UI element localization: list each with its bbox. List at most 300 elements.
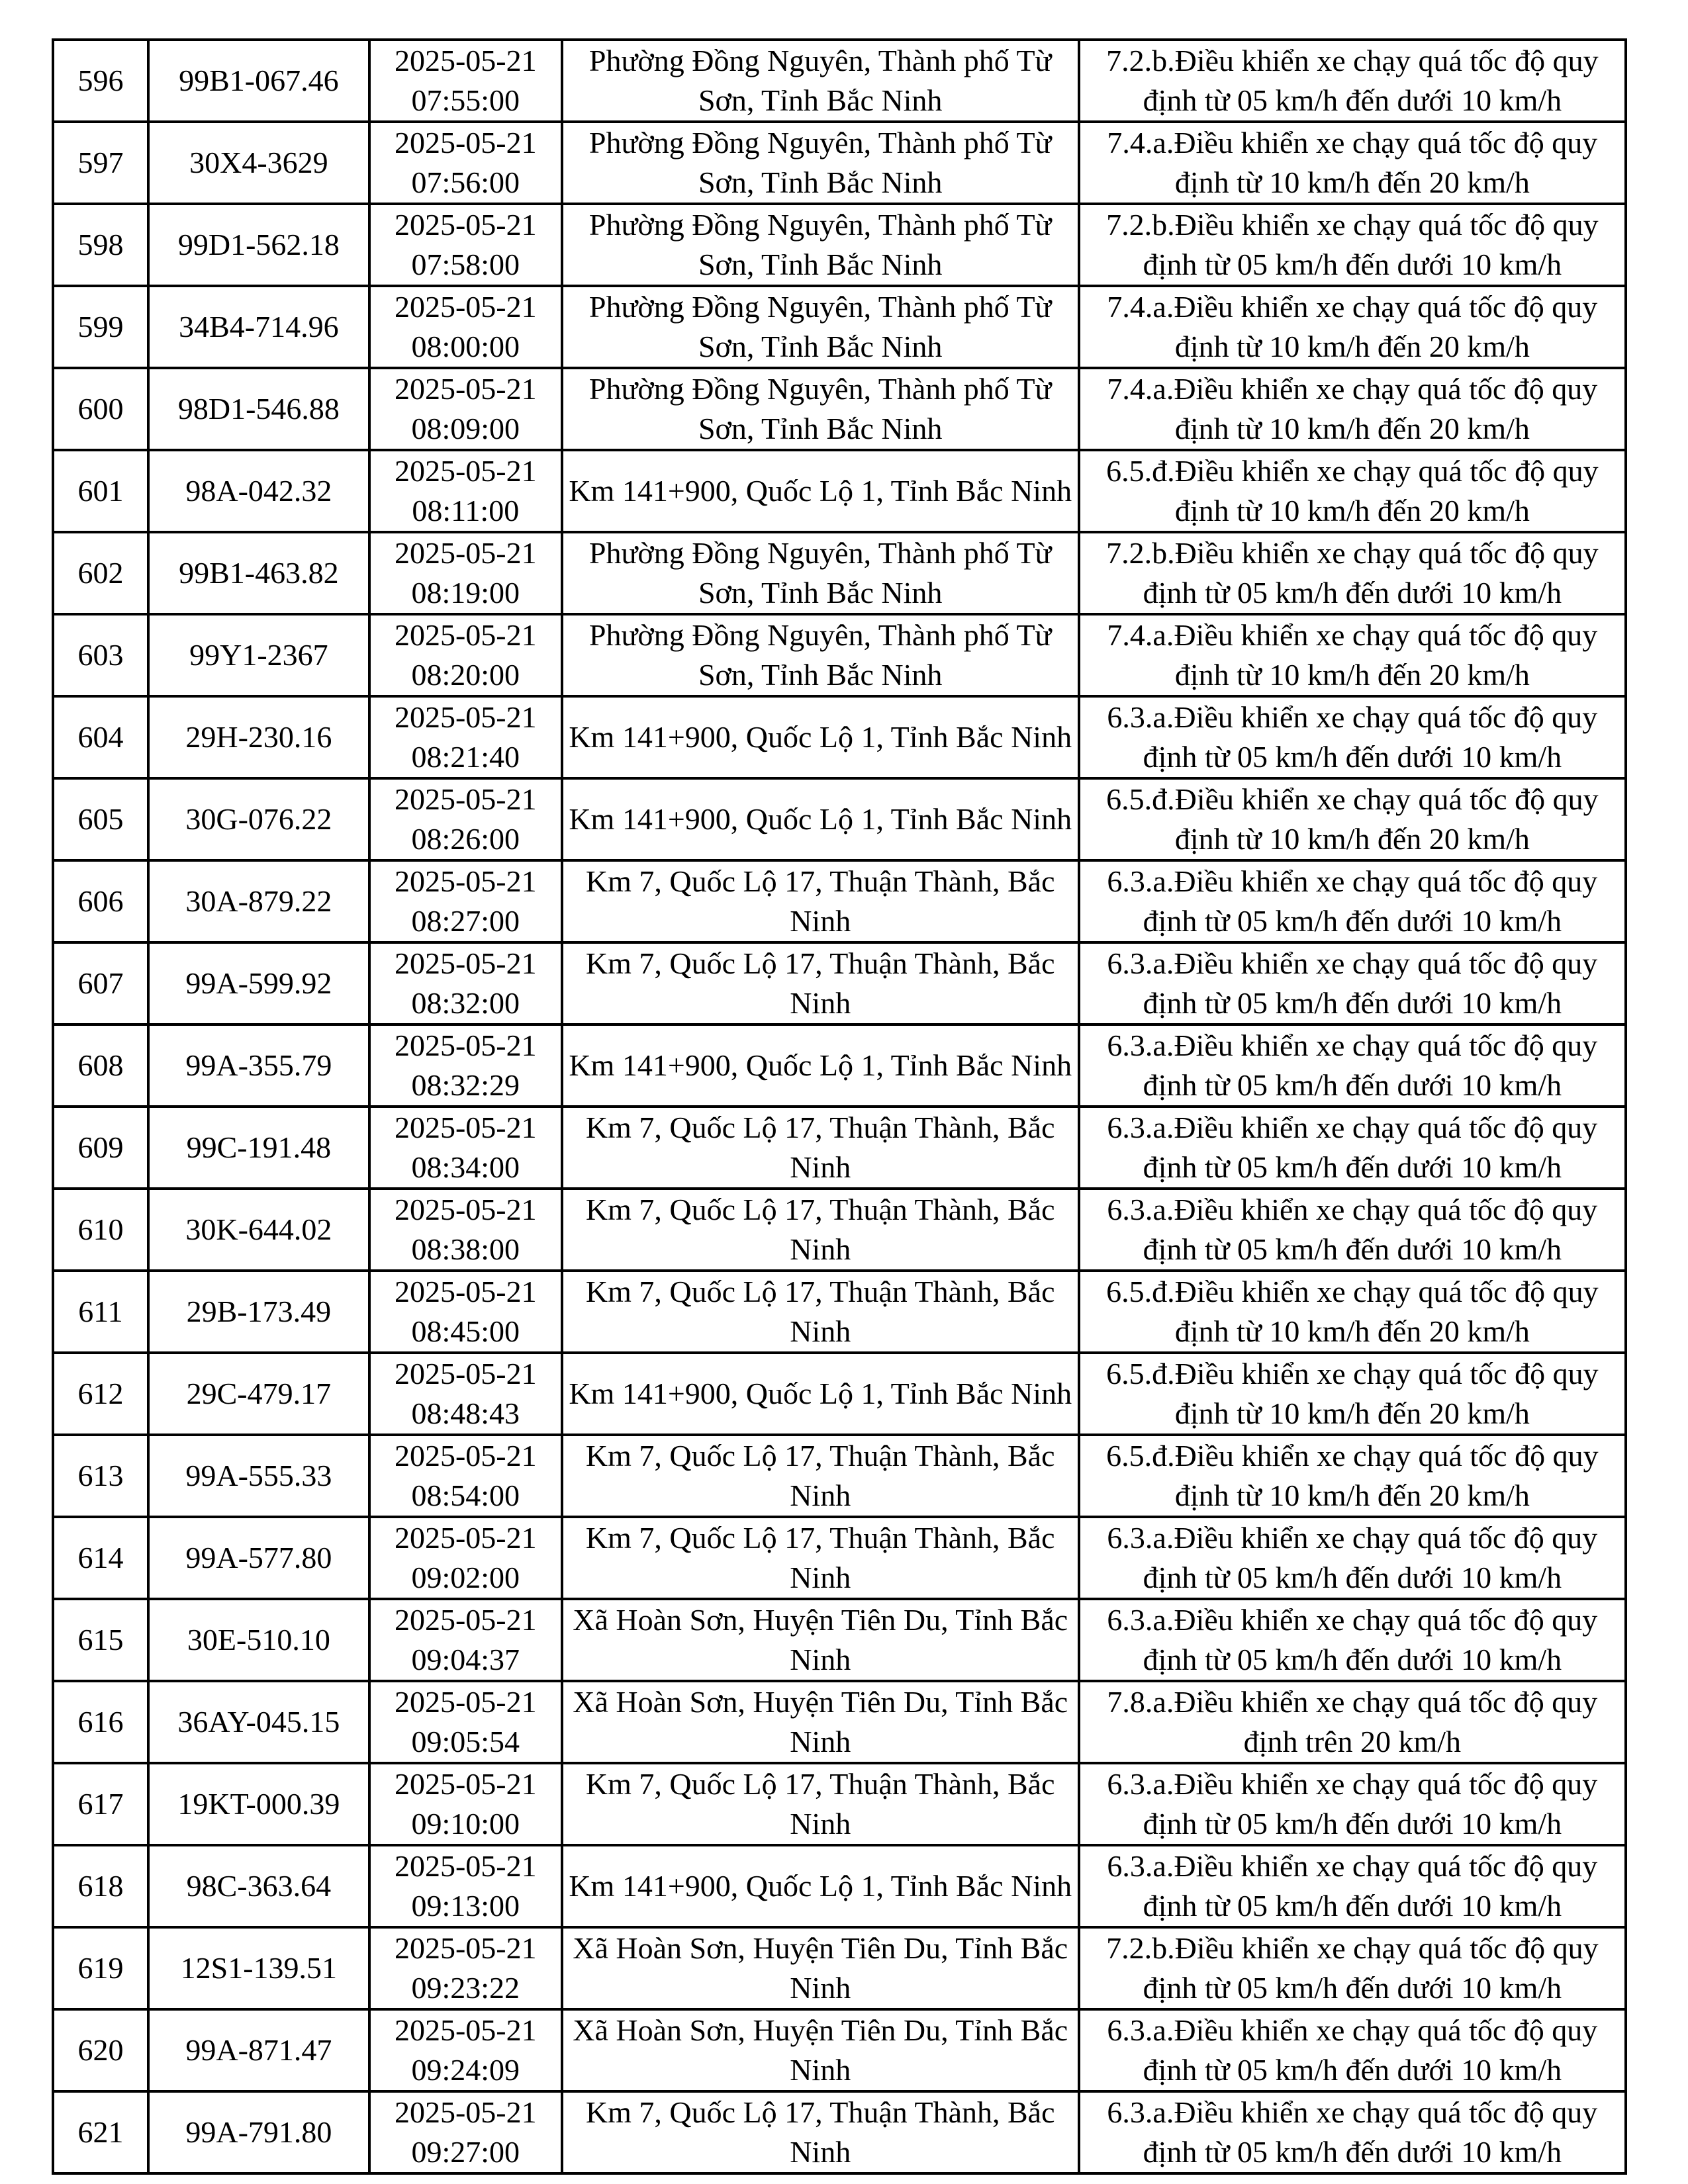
location-location-text: Km 141+900, Quốc Lộ 1, Tỉnh Bắc Ninh — [569, 1048, 1072, 1082]
location-location-text: Km 141+900, Quốc Lộ 1, Tỉnh Bắc Ninh — [569, 720, 1072, 754]
location-cell — [562, 1024, 1079, 1107]
table-row — [53, 204, 1626, 286]
location-cell — [562, 1353, 1079, 1435]
datetime-time-text: 08:34:00 — [411, 1150, 520, 1184]
plate-cell — [148, 1024, 369, 1107]
datetime-cell — [369, 1517, 562, 1599]
datetime-time-text: 08:48:43 — [411, 1396, 520, 1430]
location-cell — [562, 2009, 1079, 2091]
stt-cell — [53, 2091, 148, 2173]
datetime-time-text: 09:27:00 — [411, 2135, 520, 2169]
plate-cell — [148, 1517, 369, 1599]
datetime-time-text: 09:24:09 — [411, 2053, 520, 2087]
violation-cell — [1079, 1189, 1626, 1271]
plate-cell — [148, 2009, 369, 2091]
stt-cell — [53, 942, 148, 1024]
stt-stt-text: 605 — [77, 802, 124, 836]
location-cell — [562, 40, 1079, 122]
datetime-time-text: 09:13:00 — [411, 1889, 520, 1923]
stt-stt-text: 599 — [77, 310, 124, 343]
stt-stt-text: 616 — [77, 1705, 124, 1739]
datetime-cell — [369, 942, 562, 1024]
location-cell — [562, 696, 1079, 778]
datetime-cell — [369, 286, 562, 368]
datetime-cell — [369, 122, 562, 204]
stt-stt-text: 613 — [77, 1459, 124, 1492]
violation-violation-text: 6.3.a.Điều khiển xe chạy quá tốc độ quy định từ 05 km/h đến dưới 10 km/h — [1107, 1193, 1598, 1266]
datetime-date-text: 2025-05-21 — [394, 536, 537, 570]
violation-cell — [1079, 1353, 1626, 1435]
table-row — [53, 286, 1626, 368]
stt-stt-text: 606 — [77, 884, 124, 918]
stt-cell — [53, 1107, 148, 1189]
datetime-time-text: 08:32:00 — [411, 986, 520, 1020]
datetime-cell — [369, 1107, 562, 1189]
location-cell — [562, 368, 1079, 450]
table-row — [53, 1024, 1626, 1107]
violation-cell — [1079, 2009, 1626, 2091]
table-row — [53, 1927, 1626, 2009]
datetime-cell — [369, 1271, 562, 1353]
violation-cell — [1079, 368, 1626, 450]
stt-stt-text: 617 — [77, 1787, 124, 1821]
stt-stt-text: 601 — [77, 474, 124, 508]
stt-stt-text: 620 — [77, 2033, 124, 2067]
plate-cell — [148, 532, 369, 614]
violation-cell — [1079, 1107, 1626, 1189]
plate-cell — [148, 2091, 369, 2173]
violation-cell — [1079, 1024, 1626, 1107]
stt-stt-text: 615 — [77, 1623, 124, 1657]
violation-cell — [1079, 1845, 1626, 1927]
stt-cell — [53, 1024, 148, 1107]
stt-cell — [53, 1599, 148, 1681]
location-location-text: Xã Hoàn Sơn, Huyện Tiên Du, Tỉnh Bắc Ninh — [573, 2013, 1068, 2087]
location-cell — [562, 1107, 1079, 1189]
location-cell — [562, 1271, 1079, 1353]
table-row — [53, 942, 1626, 1024]
table-row — [53, 40, 1626, 122]
table-row — [53, 1189, 1626, 1271]
stt-cell — [53, 1353, 148, 1435]
violation-violation-text: 6.3.a.Điều khiển xe chạy quá tốc độ quy định từ 05 km/h đến dưới 10 km/h — [1107, 2095, 1598, 2169]
datetime-time-text: 08:32:29 — [411, 1068, 520, 1102]
plate-plate-text: 30A-879.22 — [185, 884, 332, 918]
violation-violation-text: 6.5.đ.Điều khiển xe chạy quá tốc độ quy định từ 10 km/h đến 20 km/h — [1106, 1275, 1599, 1348]
stt-stt-text: 619 — [77, 1951, 124, 1985]
datetime-date-text: 2025-05-21 — [394, 454, 537, 488]
violation-violation-text: 6.3.a.Điều khiển xe chạy quá tốc độ quy định từ 05 km/h đến dưới 10 km/h — [1107, 946, 1598, 1020]
location-cell — [562, 1435, 1079, 1517]
stt-cell — [53, 1845, 148, 1927]
violation-violation-text: 6.3.a.Điều khiển xe chạy quá tốc độ quy định từ 05 km/h đến dưới 10 km/h — [1107, 1603, 1598, 1676]
stt-stt-text: 597 — [77, 146, 124, 179]
violation-violation-text: 7.2.b.Điều khiển xe chạy quá tốc độ quy định từ 05 km/h đến dưới 10 km/h — [1106, 44, 1599, 117]
table-row — [53, 614, 1626, 696]
plate-plate-text: 99C-191.48 — [186, 1130, 332, 1164]
location-location-text: Km 7, Quốc Lộ 17, Thuận Thành, Bắc Ninh — [585, 1275, 1055, 1348]
plate-plate-text: 99B1-067.46 — [179, 64, 339, 97]
violation-cell — [1079, 696, 1626, 778]
stt-cell — [53, 696, 148, 778]
location-location-text: Km 7, Quốc Lộ 17, Thuận Thành, Bắc Ninh — [585, 1521, 1055, 1594]
datetime-cell — [369, 1763, 562, 1845]
plate-cell — [148, 696, 369, 778]
plate-cell — [148, 1845, 369, 1927]
location-cell — [562, 1599, 1079, 1681]
violation-cell — [1079, 614, 1626, 696]
datetime-time-text: 08:45:00 — [411, 1314, 520, 1348]
location-location-text: Phường Đồng Nguyên, Thành phố Từ Sơn, Tỉnh Bắc Ninh — [588, 208, 1052, 281]
datetime-date-text: 2025-05-21 — [394, 1439, 537, 1473]
table-row — [53, 696, 1626, 778]
datetime-cell — [369, 778, 562, 860]
datetime-date-text: 2025-05-21 — [394, 1849, 537, 1883]
plate-plate-text: 98C-363.64 — [186, 1869, 332, 1903]
datetime-cell — [369, 860, 562, 942]
stt-cell — [53, 778, 148, 860]
plate-cell — [148, 450, 369, 532]
stt-cell — [53, 1927, 148, 2009]
datetime-cell — [369, 40, 562, 122]
datetime-time-text: 07:56:00 — [411, 165, 520, 199]
datetime-cell — [369, 696, 562, 778]
location-location-text: Phường Đồng Nguyên, Thành phố Từ Sơn, Tỉnh Bắc Ninh — [588, 290, 1052, 363]
plate-plate-text: 36AY-045.15 — [177, 1705, 340, 1739]
location-location-text: Km 7, Quốc Lộ 17, Thuận Thành, Bắc Ninh — [585, 864, 1055, 938]
stt-stt-text: 621 — [77, 2115, 124, 2149]
stt-cell — [53, 1681, 148, 1763]
location-cell — [562, 778, 1079, 860]
violation-cell — [1079, 1681, 1626, 1763]
violation-violation-text: 6.5.đ.Điều khiển xe chạy quá tốc độ quy định từ 10 km/h đến 20 km/h — [1106, 454, 1599, 527]
violation-violation-text: 7.4.a.Điều khiển xe chạy quá tốc độ quy định từ 10 km/h đến 20 km/h — [1107, 290, 1598, 363]
datetime-time-text: 08:00:00 — [411, 330, 520, 363]
location-cell — [562, 1189, 1079, 1271]
location-cell — [562, 450, 1079, 532]
violation-violation-text: 6.5.đ.Điều khiển xe chạy quá tốc độ quy định từ 10 km/h đến 20 km/h — [1106, 782, 1599, 856]
datetime-time-text: 08:27:00 — [411, 904, 520, 938]
location-location-text: Phường Đồng Nguyên, Thành phố Từ Sơn, Tỉnh Bắc Ninh — [588, 618, 1052, 692]
table-row — [53, 368, 1626, 450]
violation-cell — [1079, 532, 1626, 614]
plate-plate-text: 30E-510.10 — [187, 1623, 330, 1657]
stt-cell — [53, 614, 148, 696]
location-cell — [562, 2091, 1079, 2173]
stt-stt-text: 608 — [77, 1048, 124, 1082]
plate-plate-text: 99B1-463.82 — [179, 556, 339, 590]
location-cell — [562, 1763, 1079, 1845]
datetime-date-text: 2025-05-21 — [394, 126, 537, 159]
plate-plate-text: 30X4-3629 — [189, 146, 328, 179]
datetime-time-text: 09:10:00 — [411, 1807, 520, 1841]
plate-plate-text: 99A-599.92 — [185, 966, 332, 1000]
table-row — [53, 1681, 1626, 1763]
datetime-time-text: 08:21:40 — [411, 740, 520, 774]
location-cell — [562, 1517, 1079, 1599]
datetime-time-text: 08:19:00 — [411, 576, 520, 610]
plate-cell — [148, 1681, 369, 1763]
datetime-date-text: 2025-05-21 — [394, 1028, 537, 1062]
datetime-date-text: 2025-05-21 — [394, 44, 537, 77]
location-cell — [562, 286, 1079, 368]
datetime-time-text: 08:54:00 — [411, 1479, 520, 1512]
violation-violation-text: 7.8.a.Điều khiển xe chạy quá tốc độ quy định trên 20 km/h — [1107, 1685, 1598, 1758]
datetime-time-text: 09:02:00 — [411, 1561, 520, 1594]
stt-stt-text: 611 — [78, 1295, 123, 1328]
plate-cell — [148, 122, 369, 204]
violation-cell — [1079, 1435, 1626, 1517]
location-cell — [562, 1681, 1079, 1763]
datetime-time-text: 07:55:00 — [411, 83, 520, 117]
plate-plate-text: 99A-871.47 — [185, 2033, 332, 2067]
datetime-cell — [369, 1927, 562, 2009]
stt-cell — [53, 1517, 148, 1599]
datetime-date-text: 2025-05-21 — [394, 208, 537, 242]
datetime-date-text: 2025-05-21 — [394, 946, 537, 980]
plate-cell — [148, 40, 369, 122]
stt-stt-text: 604 — [77, 720, 124, 754]
stt-cell — [53, 204, 148, 286]
violation-violation-text: 6.3.a.Điều khiển xe chạy quá tốc độ quy định từ 05 km/h đến dưới 10 km/h — [1107, 1767, 1598, 1841]
plate-cell — [148, 1271, 369, 1353]
plate-plate-text: 29H-230.16 — [185, 720, 332, 754]
table-row — [53, 1845, 1626, 1927]
datetime-date-text: 2025-05-21 — [394, 1685, 537, 1719]
stt-cell — [53, 2009, 148, 2091]
plate-plate-text: 98D1-546.88 — [177, 392, 340, 426]
violation-cell — [1079, 1599, 1626, 1681]
location-location-text: Km 7, Quốc Lộ 17, Thuận Thành, Bắc Ninh — [585, 1193, 1055, 1266]
datetime-cell — [369, 450, 562, 532]
datetime-cell — [369, 1024, 562, 1107]
datetime-cell — [369, 1435, 562, 1517]
stt-stt-text: 607 — [77, 966, 124, 1000]
datetime-cell — [369, 532, 562, 614]
datetime-date-text: 2025-05-21 — [394, 1357, 537, 1390]
table-row — [53, 1271, 1626, 1353]
location-cell — [562, 122, 1079, 204]
location-location-text: Phường Đồng Nguyên, Thành phố Từ Sơn, Tỉnh Bắc Ninh — [588, 44, 1052, 117]
plate-plate-text: 99A-577.80 — [185, 1541, 332, 1574]
plate-plate-text: 30G-076.22 — [185, 802, 332, 836]
violation-violation-text: 6.3.a.Điều khiển xe chạy quá tốc độ quy định từ 05 km/h đến dưới 10 km/h — [1107, 864, 1598, 938]
stt-stt-text: 612 — [77, 1377, 124, 1410]
location-location-text: Xã Hoàn Sơn, Huyện Tiên Du, Tỉnh Bắc Ninh — [573, 1931, 1068, 2005]
violation-violation-text: 6.5.đ.Điều khiển xe chạy quá tốc độ quy định từ 10 km/h đến 20 km/h — [1106, 1357, 1599, 1430]
datetime-date-text: 2025-05-21 — [394, 782, 537, 816]
stt-stt-text: 598 — [77, 228, 124, 261]
stt-cell — [53, 860, 148, 942]
violation-cell — [1079, 1927, 1626, 2009]
location-location-text: Km 7, Quốc Lộ 17, Thuận Thành, Bắc Ninh — [585, 2095, 1055, 2169]
datetime-time-text: 09:04:37 — [411, 1643, 520, 1676]
location-location-text: Phường Đồng Nguyên, Thành phố Từ Sơn, Tỉnh Bắc Ninh — [588, 536, 1052, 610]
datetime-time-text: 09:23:22 — [411, 1971, 520, 2005]
table-row — [53, 2009, 1626, 2091]
plate-cell — [148, 1189, 369, 1271]
table-body — [53, 40, 1626, 2173]
datetime-time-text: 08:11:00 — [412, 494, 520, 527]
table-row — [53, 1763, 1626, 1845]
location-location-text: Km 141+900, Quốc Lộ 1, Tỉnh Bắc Ninh — [569, 1869, 1072, 1903]
plate-cell — [148, 286, 369, 368]
datetime-date-text: 2025-05-21 — [394, 1111, 537, 1144]
stt-stt-text: 618 — [77, 1869, 124, 1903]
violation-violation-text: 7.2.b.Điều khiển xe chạy quá tốc độ quy định từ 05 km/h đến dưới 10 km/h — [1106, 536, 1599, 610]
stt-cell — [53, 1763, 148, 1845]
datetime-date-text: 2025-05-21 — [394, 2095, 537, 2129]
violation-violation-text: 6.3.a.Điều khiển xe chạy quá tốc độ quy định từ 05 km/h đến dưới 10 km/h — [1107, 1028, 1598, 1102]
plate-cell — [148, 778, 369, 860]
stt-stt-text: 602 — [77, 556, 124, 590]
table-row — [53, 1517, 1626, 1599]
plate-cell — [148, 860, 369, 942]
stt-stt-text: 600 — [77, 392, 124, 426]
table-row — [53, 860, 1626, 942]
plate-plate-text: 99A-555.33 — [185, 1459, 332, 1492]
datetime-date-text: 2025-05-21 — [394, 1767, 537, 1801]
location-location-text: Phường Đồng Nguyên, Thành phố Từ Sơn, Tỉnh Bắc Ninh — [588, 126, 1052, 199]
plate-plate-text: 98A-042.32 — [185, 474, 332, 508]
location-cell — [562, 614, 1079, 696]
location-cell — [562, 942, 1079, 1024]
violation-cell — [1079, 204, 1626, 286]
datetime-date-text: 2025-05-21 — [394, 1931, 537, 1965]
violation-cell — [1079, 450, 1626, 532]
location-location-text: Km 141+900, Quốc Lộ 1, Tỉnh Bắc Ninh — [569, 474, 1072, 508]
violation-cell — [1079, 2091, 1626, 2173]
table-row — [53, 778, 1626, 860]
violation-violation-text: 6.3.a.Điều khiển xe chạy quá tốc độ quy định từ 05 km/h đến dưới 10 km/h — [1107, 700, 1598, 774]
violation-cell — [1079, 942, 1626, 1024]
table-row — [53, 1107, 1626, 1189]
plate-plate-text: 99Y1-2367 — [189, 638, 328, 672]
stt-stt-text: 603 — [77, 638, 124, 672]
table-row — [53, 122, 1626, 204]
plate-cell — [148, 1107, 369, 1189]
datetime-cell — [369, 614, 562, 696]
datetime-date-text: 2025-05-21 — [394, 700, 537, 734]
violations-table — [52, 38, 1627, 2175]
location-location-text: Xã Hoàn Sơn, Huyện Tiên Du, Tỉnh Bắc Ninh — [573, 1685, 1068, 1758]
stt-cell — [53, 368, 148, 450]
plate-cell — [148, 1435, 369, 1517]
violation-cell — [1079, 122, 1626, 204]
stt-stt-text: 609 — [77, 1130, 124, 1164]
violation-violation-text: 6.3.a.Điều khiển xe chạy quá tốc độ quy định từ 05 km/h đến dưới 10 km/h — [1107, 1521, 1598, 1594]
datetime-time-text: 08:38:00 — [411, 1232, 520, 1266]
datetime-cell — [369, 1845, 562, 1927]
location-location-text: Phường Đồng Nguyên, Thành phố Từ Sơn, Tỉnh Bắc Ninh — [588, 372, 1052, 445]
datetime-cell — [369, 2091, 562, 2173]
datetime-time-text: 07:58:00 — [411, 248, 520, 281]
location-location-text: Km 141+900, Quốc Lộ 1, Tỉnh Bắc Ninh — [569, 1377, 1072, 1410]
plate-cell — [148, 1353, 369, 1435]
stt-cell — [53, 532, 148, 614]
stt-cell — [53, 122, 148, 204]
stt-cell — [53, 450, 148, 532]
plate-cell — [148, 942, 369, 1024]
violation-violation-text: 7.4.a.Điều khiển xe chạy quá tốc độ quy định từ 10 km/h đến 20 km/h — [1107, 618, 1598, 692]
stt-stt-text: 610 — [77, 1212, 124, 1246]
plate-plate-text: 29B-173.49 — [186, 1295, 332, 1328]
violation-violation-text: 6.3.a.Điều khiển xe chạy quá tốc độ quy định từ 05 km/h đến dưới 10 km/h — [1107, 2013, 1598, 2087]
plate-plate-text: 19KT-000.39 — [177, 1787, 340, 1821]
location-location-text: Km 141+900, Quốc Lộ 1, Tỉnh Bắc Ninh — [569, 802, 1072, 836]
location-cell — [562, 532, 1079, 614]
plate-plate-text: 99D1-562.18 — [177, 228, 340, 261]
table-row — [53, 1353, 1626, 1435]
violation-cell — [1079, 1517, 1626, 1599]
datetime-time-text: 08:09:00 — [411, 412, 520, 445]
datetime-date-text: 2025-05-21 — [394, 1193, 537, 1226]
datetime-date-text: 2025-05-21 — [394, 864, 537, 898]
violation-violation-text: 7.4.a.Điều khiển xe chạy quá tốc độ quy định từ 10 km/h đến 20 km/h — [1107, 372, 1598, 445]
plate-plate-text: 12S1-139.51 — [180, 1951, 338, 1985]
datetime-date-text: 2025-05-21 — [394, 1603, 537, 1637]
datetime-cell — [369, 1681, 562, 1763]
violation-violation-text: 6.5.đ.Điều khiển xe chạy quá tốc độ quy định từ 10 km/h đến 20 km/h — [1106, 1439, 1599, 1512]
plate-cell — [148, 1599, 369, 1681]
table-row — [53, 1435, 1626, 1517]
location-cell — [562, 860, 1079, 942]
datetime-cell — [369, 204, 562, 286]
stt-cell — [53, 1271, 148, 1353]
plate-cell — [148, 1763, 369, 1845]
location-location-text: Km 7, Quốc Lộ 17, Thuận Thành, Bắc Ninh — [585, 1767, 1055, 1841]
table-row — [53, 2091, 1626, 2173]
plate-plate-text: 30K-644.02 — [185, 1212, 332, 1246]
datetime-time-text: 08:26:00 — [411, 822, 520, 856]
plate-plate-text: 29C-479.17 — [186, 1377, 332, 1410]
plate-cell — [148, 204, 369, 286]
datetime-cell — [369, 368, 562, 450]
violation-violation-text: 6.3.a.Điều khiển xe chạy quá tốc độ quy định từ 05 km/h đến dưới 10 km/h — [1107, 1849, 1598, 1923]
table-row — [53, 450, 1626, 532]
violation-violation-text: 7.2.b.Điều khiển xe chạy quá tốc độ quy định từ 05 km/h đến dưới 10 km/h — [1106, 208, 1599, 281]
datetime-cell — [369, 1353, 562, 1435]
plate-plate-text: 99A-355.79 — [185, 1048, 332, 1082]
violation-violation-text: 6.3.a.Điều khiển xe chạy quá tốc độ quy định từ 05 km/h đến dưới 10 km/h — [1107, 1111, 1598, 1184]
datetime-date-text: 2025-05-21 — [394, 1275, 537, 1308]
plate-cell — [148, 614, 369, 696]
location-cell — [562, 1845, 1079, 1927]
datetime-date-text: 2025-05-21 — [394, 372, 537, 406]
datetime-cell — [369, 2009, 562, 2091]
table-row — [53, 1599, 1626, 1681]
violation-cell — [1079, 1763, 1626, 1845]
stt-cell — [53, 286, 148, 368]
location-cell — [562, 1927, 1079, 2009]
violation-cell — [1079, 40, 1626, 122]
datetime-cell — [369, 1599, 562, 1681]
table-row — [53, 532, 1626, 614]
datetime-time-text: 08:20:00 — [411, 658, 520, 692]
location-location-text: Km 7, Quốc Lộ 17, Thuận Thành, Bắc Ninh — [585, 1439, 1055, 1512]
stt-cell — [53, 1189, 148, 1271]
stt-stt-text: 614 — [77, 1541, 124, 1574]
stt-cell — [53, 40, 148, 122]
plate-cell — [148, 368, 369, 450]
datetime-date-text: 2025-05-21 — [394, 290, 537, 324]
violation-violation-text: 7.4.a.Điều khiển xe chạy quá tốc độ quy định từ 10 km/h đến 20 km/h — [1107, 126, 1598, 199]
stt-stt-text: 596 — [77, 64, 124, 97]
datetime-date-text: 2025-05-21 — [394, 618, 537, 652]
datetime-date-text: 2025-05-21 — [394, 2013, 537, 2047]
violation-cell — [1079, 778, 1626, 860]
datetime-cell — [369, 1189, 562, 1271]
